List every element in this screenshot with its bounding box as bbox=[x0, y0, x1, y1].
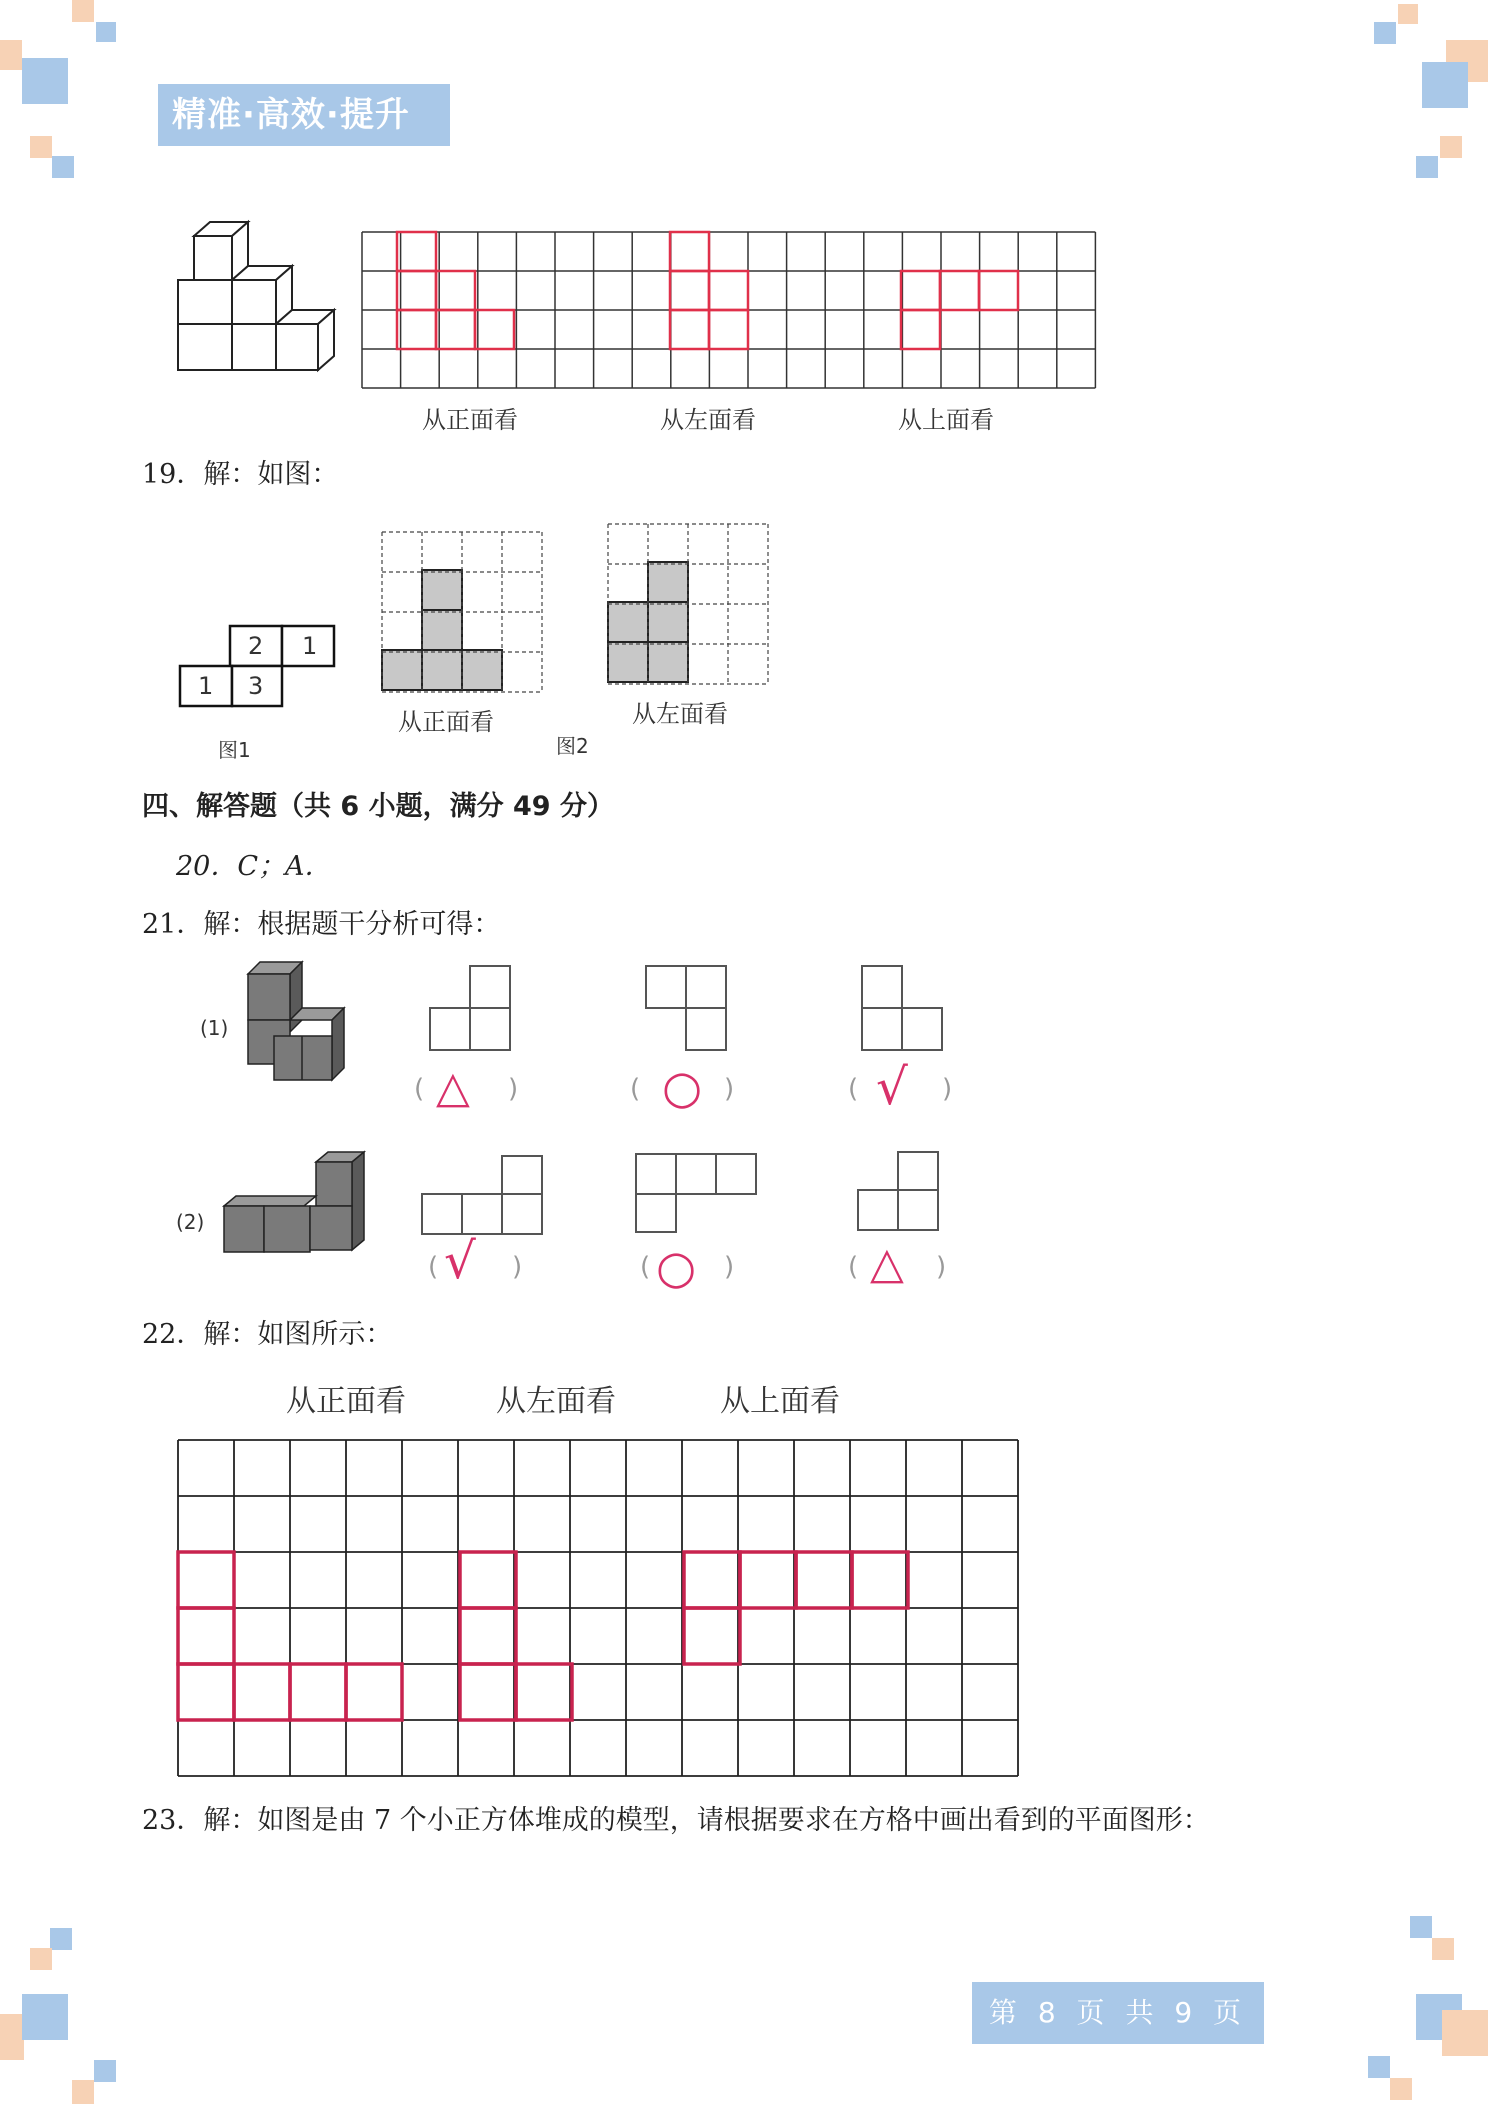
q22-left-view bbox=[460, 1552, 572, 1720]
q22-caption-top: 从上面看 bbox=[720, 1384, 840, 1419]
q21-row2-label: (2) bbox=[176, 1210, 205, 1234]
q22-caption-left: 从左面看 bbox=[496, 1384, 616, 1419]
q21-row2-view-c bbox=[856, 1150, 942, 1234]
q21-row2-solid bbox=[220, 1150, 370, 1264]
page-number-badge: 第 8 页 共 9 页 bbox=[972, 1982, 1264, 2044]
q21-paren: ( bbox=[630, 1074, 641, 1104]
q18-left-view bbox=[670, 232, 748, 349]
q19-front-view-shaded bbox=[382, 570, 502, 690]
q21-paren: ( bbox=[428, 1252, 439, 1282]
q19-front-view-grid bbox=[380, 530, 550, 692]
q21-row2-view-a bbox=[420, 1154, 546, 1238]
q18-cube-stack bbox=[170, 222, 340, 402]
q22-label: 22．解：如图所示： bbox=[142, 1319, 393, 1350]
q21-mark-triangle: △ bbox=[870, 1238, 904, 1289]
q21-mark-check: √ bbox=[876, 1058, 908, 1116]
q22-answer-grid bbox=[176, 1436, 1024, 1778]
q18-front-view bbox=[397, 232, 514, 349]
q19-fig1-number: 1 bbox=[302, 632, 318, 660]
q20-answer: 20．C；A． bbox=[176, 851, 332, 882]
q18-caption-left: 从左面看 bbox=[660, 406, 756, 434]
q21-paren: ) bbox=[942, 1074, 953, 1104]
q21-mark-triangle: △ bbox=[436, 1062, 470, 1113]
q18-answer-grid bbox=[360, 230, 1094, 392]
q22-caption-front: 从正面看 bbox=[286, 1384, 406, 1419]
q19-caption-left: 从左面看 bbox=[632, 700, 728, 728]
q19-fig1-number: 3 bbox=[248, 672, 264, 700]
q19-fig1-number: 1 bbox=[198, 672, 214, 700]
q19-label: 19．解：如图： bbox=[142, 459, 339, 490]
q19-fig2-caption: 图2 bbox=[556, 734, 589, 758]
q21-paren: ) bbox=[724, 1252, 735, 1282]
q18-caption-front: 从正面看 bbox=[422, 406, 518, 434]
q21-paren: ( bbox=[848, 1252, 859, 1282]
q21-paren: ( bbox=[640, 1252, 651, 1282]
q21-row1-label: (1) bbox=[200, 1016, 229, 1040]
q21-paren: ) bbox=[512, 1252, 523, 1282]
q18-caption-top: 从上面看 bbox=[898, 406, 994, 434]
q19-caption-front: 从正面看 bbox=[398, 708, 494, 736]
q21-row1-view-a bbox=[428, 964, 514, 1054]
q21-row1-view-b bbox=[644, 964, 730, 1054]
q21-mark-check: √ bbox=[444, 1232, 476, 1290]
q19-left-view-grid bbox=[606, 522, 776, 684]
header-badge: 精准·高效·提升 bbox=[158, 84, 450, 146]
q21-paren: ) bbox=[508, 1074, 519, 1104]
q21-row1-view-c bbox=[860, 964, 946, 1054]
section-heading: 四、解答题（共 6 小题，满分 49 分） bbox=[142, 791, 614, 822]
q21-row2-view-b bbox=[634, 1152, 760, 1236]
q21-paren: ( bbox=[848, 1074, 859, 1104]
q22-top-view bbox=[684, 1552, 908, 1664]
q19-fig1-number: 2 bbox=[248, 632, 264, 660]
q21-paren: ) bbox=[724, 1074, 735, 1104]
q18-top-view bbox=[901, 271, 1018, 349]
q19-fig1-caption: 图1 bbox=[218, 738, 251, 762]
q21-paren: ) bbox=[936, 1252, 947, 1282]
q21-mark-circle: ○ bbox=[662, 1060, 703, 1114]
q23-label: 23．解：如图是由 7 个小正方体堆成的模型，请根据要求在方格中画出看到的平面图形： bbox=[142, 1805, 1210, 1836]
q21-mark-circle: ○ bbox=[656, 1240, 697, 1294]
q21-paren: ( bbox=[414, 1074, 425, 1104]
q21-label: 21．解：根据题干分析可得： bbox=[142, 909, 501, 940]
q21-row1-solid bbox=[244, 960, 348, 1086]
